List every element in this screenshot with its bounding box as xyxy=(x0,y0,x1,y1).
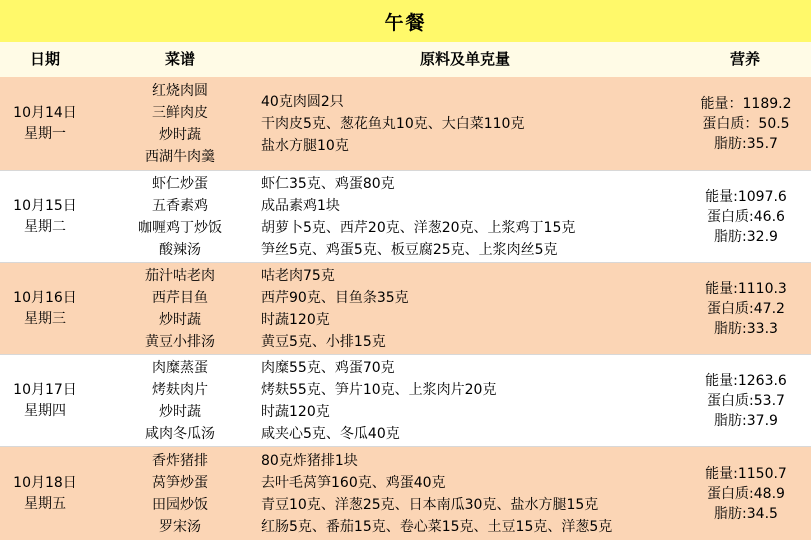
ingredients-cell xyxy=(261,171,681,263)
ingredients-cell xyxy=(261,447,681,540)
dish-name: 五香素鸡 xyxy=(152,198,208,214)
table-row xyxy=(0,263,811,355)
ingredients-cell xyxy=(261,263,681,355)
page-title: 午餐 xyxy=(384,11,427,34)
ingredient-line: 咕老肉75克 xyxy=(261,268,335,284)
weekday-text: 星期三 xyxy=(24,311,66,327)
energy-value: 能量:1263.6 xyxy=(705,373,787,389)
ingredient-line: 40克肉圆2只 xyxy=(261,94,344,110)
header-nutrition: 营养 xyxy=(729,50,760,68)
ingredient-line: 西芹90克、目鱼条35克 xyxy=(261,290,409,306)
weekday-text: 星期二 xyxy=(24,219,66,235)
dish-name: 炒时蔬 xyxy=(159,312,201,328)
dish-name: 虾仁炒蛋 xyxy=(152,176,208,192)
dish-name: 烤麸肉片 xyxy=(152,382,208,398)
weekday-text: 星期四 xyxy=(24,403,66,419)
ingredient-line: 时蔬120克 xyxy=(261,312,330,328)
header-date: 日期 xyxy=(29,50,60,68)
energy-value: 能量:1150.7 xyxy=(705,465,787,482)
dish-name: 三鲜肉皮 xyxy=(152,105,208,121)
menu-cell xyxy=(120,447,240,540)
energy-value: 能量:1097.6 xyxy=(705,189,787,205)
dish-name: 肉糜蒸蛋 xyxy=(152,360,208,376)
ingredient-line: 成品素鸡1块 xyxy=(261,198,340,214)
table-header xyxy=(0,42,811,77)
fat-value: 脂肪:37.9 xyxy=(714,413,778,429)
weekday-text: 星期一 xyxy=(24,126,66,142)
fat-value: 脂肪:35.7 xyxy=(714,136,778,152)
protein-value: 蛋白质：50.5 xyxy=(702,116,790,132)
date-cell xyxy=(0,171,90,263)
dish-name: 酸辣汤 xyxy=(159,242,201,258)
dish-name: 罗宋汤 xyxy=(159,518,201,535)
date-text: 10月14日 xyxy=(13,105,77,121)
ingredient-line: 青豆10克、洋葱25克、日本南瓜30克、盐水方腿15克 xyxy=(261,496,599,513)
dish-name: 香炸猪排 xyxy=(152,452,208,469)
date-cell xyxy=(0,355,90,447)
protein-value: 蛋白质:53.7 xyxy=(707,393,785,409)
dish-name: 黄豆小排汤 xyxy=(145,334,215,350)
nutrition-cell xyxy=(682,77,810,171)
ingredient-line: 笋丝5克、鸡蛋5克、板豆腐25克、上浆肉丝5克 xyxy=(261,242,558,258)
date-text: 10月17日 xyxy=(13,382,77,398)
table-row xyxy=(0,77,811,171)
ingredient-line: 咸夹心5克、冬瓜40克 xyxy=(261,426,400,442)
date-text: 10月18日 xyxy=(13,474,77,491)
nutrition-cell xyxy=(682,263,810,355)
date-cell xyxy=(0,77,90,171)
ingredient-line: 盐水方腿10克 xyxy=(261,138,349,154)
weekday-text: 星期五 xyxy=(24,495,66,512)
fat-value: 脂肪:32.9 xyxy=(714,229,778,245)
dish-name: 咸肉冬瓜汤 xyxy=(145,426,215,442)
protein-value: 蛋白质:47.2 xyxy=(707,301,785,317)
dish-name: 莴笋炒蛋 xyxy=(152,474,208,491)
dish-name: 西芹目鱼 xyxy=(152,290,208,306)
dish-name: 茄汁咕老肉 xyxy=(145,268,215,284)
date-cell xyxy=(0,263,90,355)
dish-name: 红烧肉圆 xyxy=(152,83,208,99)
ingredient-line: 黄豆5克、小排15克 xyxy=(261,334,386,350)
energy-value: 能量:1110.3 xyxy=(705,281,787,297)
nutrition-cell xyxy=(682,355,810,447)
protein-value: 蛋白质:48.9 xyxy=(707,485,785,502)
table-row xyxy=(0,171,811,263)
dish-name: 西湖牛肉羹 xyxy=(145,149,215,165)
ingredient-line: 虾仁35克、鸡蛋80克 xyxy=(261,176,395,192)
energy-value: 能量：1189.2 xyxy=(700,96,792,112)
ingredients-cell xyxy=(261,77,681,171)
menu-cell xyxy=(120,263,240,355)
ingredient-line: 胡萝卜5克、西芹20克、洋葱20克、上浆鸡丁15克 xyxy=(261,220,576,236)
date-text: 10月15日 xyxy=(13,198,77,214)
protein-value: 蛋白质:46.6 xyxy=(707,209,785,225)
nutrition-cell xyxy=(682,171,810,263)
ingredients-cell xyxy=(261,355,681,447)
table-row xyxy=(0,447,811,540)
ingredient-line: 干肉皮5克、葱花鱼丸10克、大白菜110克 xyxy=(261,116,525,132)
dish-name: 咖喱鸡丁炒饭 xyxy=(138,220,222,236)
header-ingredients: 原料及单克量 xyxy=(419,50,510,68)
date-text: 10月16日 xyxy=(13,290,77,306)
ingredient-line: 烤麸55克、笋片10克、上浆肉片20克 xyxy=(261,382,497,398)
ingredient-line: 红肠5克、番茄15克、卷心菜15克、土豆15克、洋葱5克 xyxy=(261,518,613,535)
fat-value: 脂肪:33.3 xyxy=(714,321,778,337)
ingredient-line: 80克炸猪排1块 xyxy=(261,452,358,469)
menu-cell xyxy=(120,77,240,171)
header-menu: 菜谱 xyxy=(164,50,195,68)
title-bar xyxy=(0,0,811,42)
ingredient-line: 肉糜55克、鸡蛋70克 xyxy=(261,360,395,376)
nutrition-cell xyxy=(682,447,810,540)
ingredient-line: 时蔬120克 xyxy=(261,404,330,420)
date-cell xyxy=(0,447,90,540)
dish-name: 炒时蔬 xyxy=(159,404,201,420)
menu-cell xyxy=(120,171,240,263)
table-row xyxy=(0,355,811,447)
menu-cell xyxy=(120,355,240,447)
fat-value: 脂肪:34.5 xyxy=(714,505,778,522)
dish-name: 炒时蔬 xyxy=(159,127,201,143)
dish-name: 田园炒饭 xyxy=(152,496,208,513)
ingredient-line: 去叶毛莴笋160克、鸡蛋40克 xyxy=(261,474,446,491)
